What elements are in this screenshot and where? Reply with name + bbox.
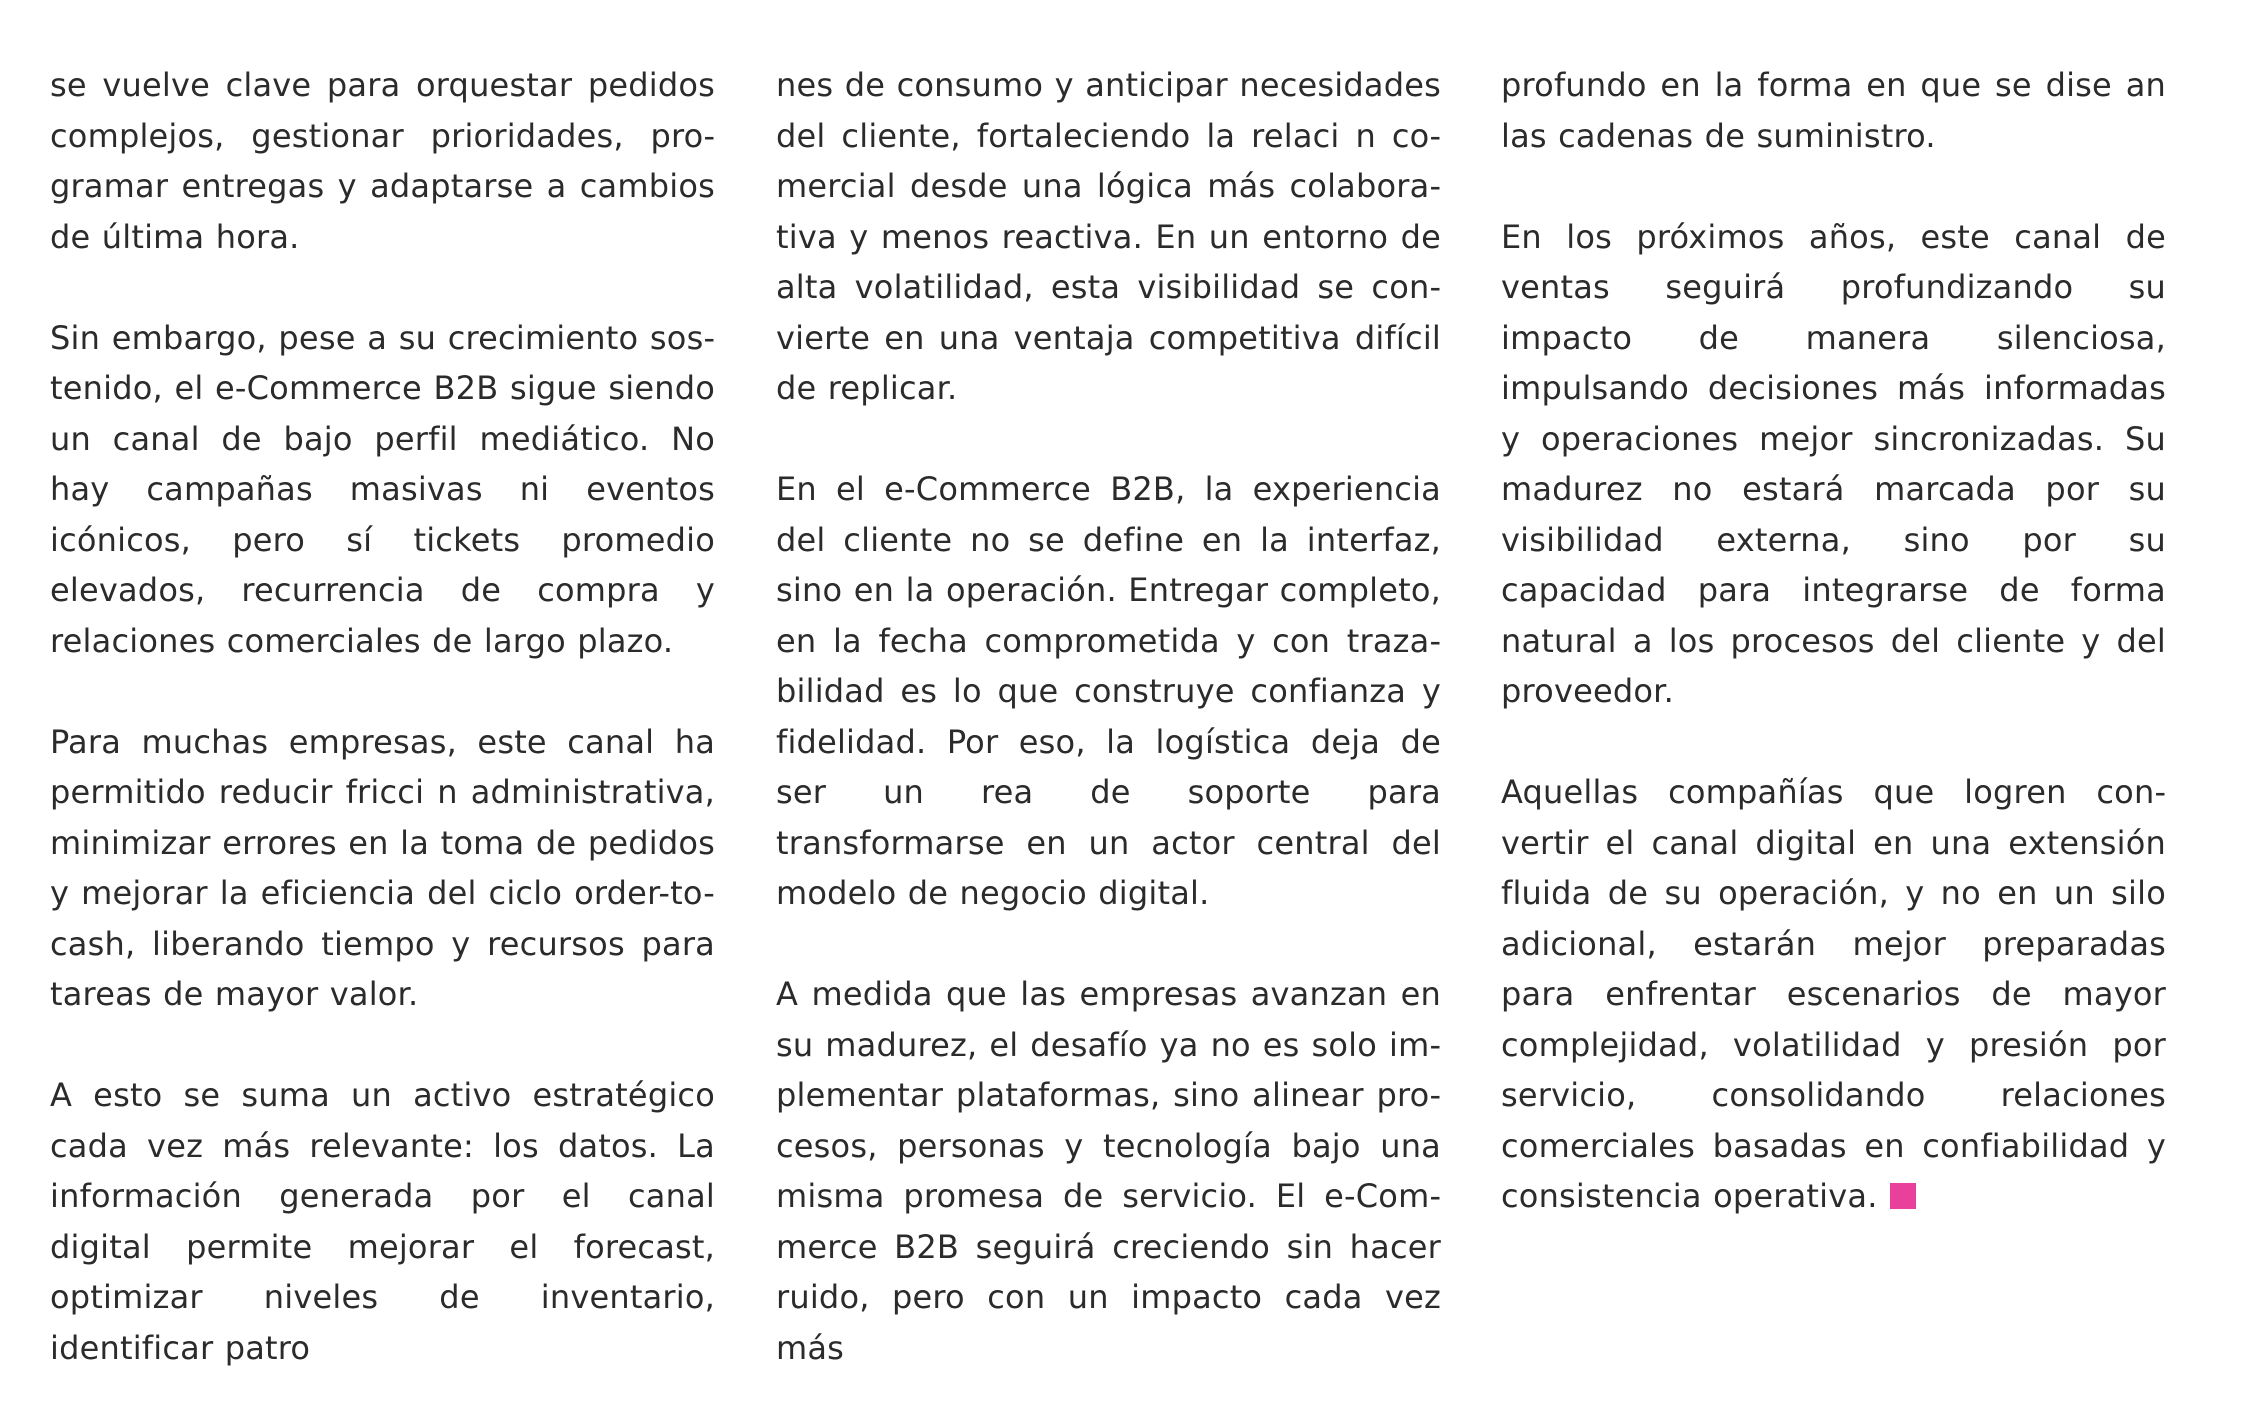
text-column-3 <box>1501 60 2166 1272</box>
paragraph: profundo en la forma en que se dise an las cadenas de suministro. <box>1501 66 2166 155</box>
paragraph: A esto se suma un activo estratégico cada vez más relevante: los datos. La información generada por el canal digital permite mejorar el forecast, optimizar niveles de inventario, identificar patro <box>50 1076 715 1367</box>
paragraph: nes de consumo y anticipar necesidades del cliente, fortaleciendo la relaci n comercial desde una lógica más colaborativa y menos reactiva. En un entorno de alta volatilidad, esta visibilidad se convierte en una ventaja competitiva difícil de replicar. <box>776 66 1441 407</box>
paragraph: En el e-Commerce B2B, la experiencia del cliente no se define en la interfaz, sino en la operación. Entregar completo, en la fecha comprometida y con trazabilidad es lo que construye confianza y fidelidad. Por eso, la logística deja de ser un rea de soporte para transformarse en un actor central del modelo de negocio digital. <box>776 470 1441 912</box>
closing-paragraph-text: Aquellas compañías que logren convertir el canal digital en una extensión fluida de su operación, y no en un silo adicional, estarán mejor preparadas para enfrentar escenarios de mayor complejidad, volatilidad y presión por servicio, consolidando relaciones comerciales basadas en confiabilidad y consistencia operativa. <box>1501 773 2166 1215</box>
text-column-1 <box>50 60 715 1424</box>
text-column-2 <box>776 60 1441 1424</box>
closing-paragraph <box>1501 767 2166 1222</box>
paragraph: A medida que las empresas avanzan en su madurez, el desafío ya no es solo implementar plataformas, sino alinear procesos, personas y tecnología bajo una misma promesa de servicio. El e-Commerce B2B seguirá creciendo sin hacer ruido, pero con un impacto cada vez más <box>776 975 1441 1367</box>
paragraph: Para muchas empresas, este canal ha permitido reducir fricci n administrativa, minimizar errores en la toma de pedidos y mejorar la eficiencia del ciclo order-to-cash, liberando tiempo y recursos para tareas de mayor valor. <box>50 722 715 1013</box>
paragraph: En los próximos años, este canal de ventas seguirá profundizando su impacto de manera silenciosa, impulsando decisiones más informadas y operaciones mejor sincronizadas. Su madurez no estará marcada por su visibilidad externa, sino por su capacidad para integrarse de forma natural a los procesos del cliente y del proveedor. <box>1501 217 2166 710</box>
end-of-article-mark-icon <box>1890 1183 1916 1209</box>
paragraph: se vuelve clave para orquestar pedidos complejos, gestionar prioridades, programar entregas y adaptarse a cambios de última hora. <box>50 66 715 256</box>
paragraph: Sin embargo, pese a su crecimiento sostenido, el e-Commerce B2B sigue siendo un canal de bajo perfil mediático. No hay campañas masivas ni eventos icónicos, pero sí tickets promedio elevados, recurrencia de compra y relaciones comerciales de largo plazo. <box>50 318 715 660</box>
